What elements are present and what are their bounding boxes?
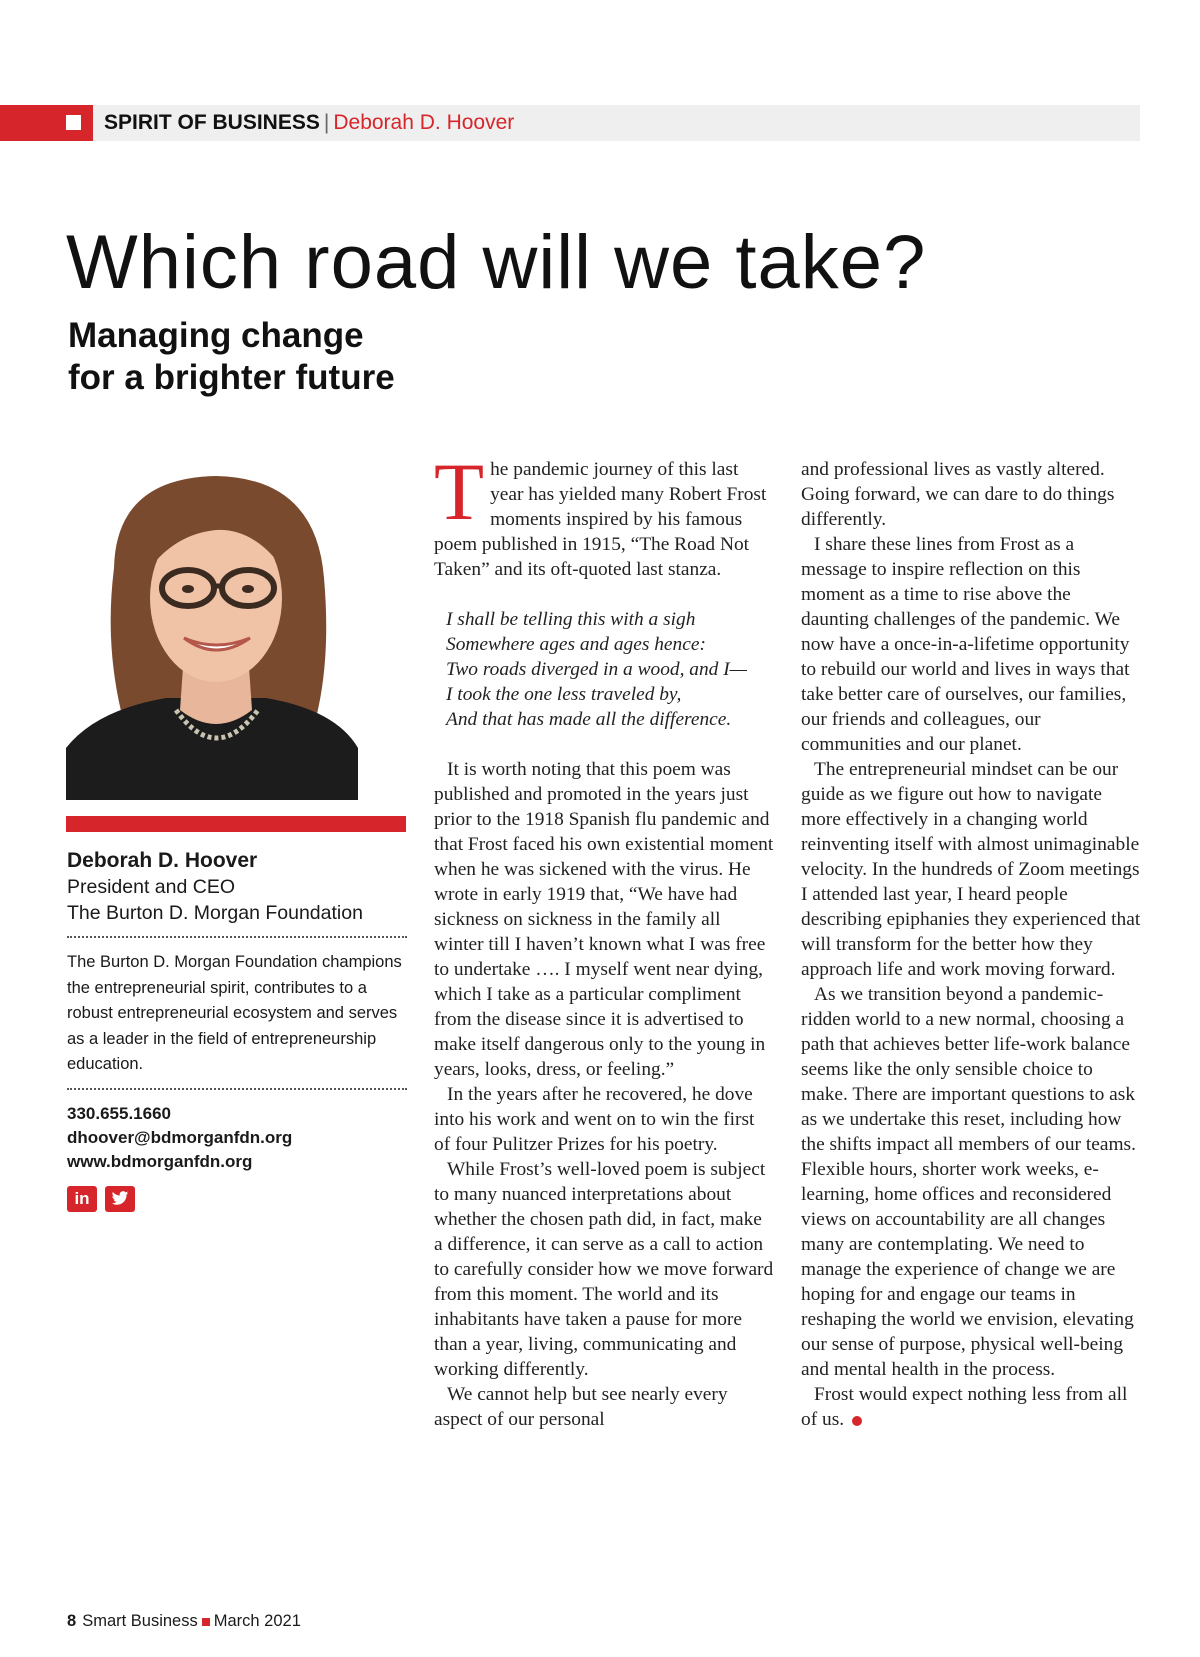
body-paragraph: I share these lines from Frost as a message to inspire reflection on this moment as a time to rise above the daunting challenges of the pandemic. We now have a once-in-a-lifetime opportunity to rebuild our world and lives in ways that take better care of ourselves, our families, our friends and colleagues, our communities and our planet. <box>801 534 1130 755</box>
author-info <box>67 848 412 1212</box>
publication-name: Smart Business <box>82 1612 198 1630</box>
article-subtitle <box>68 315 588 399</box>
article-column-2 <box>801 457 1141 1432</box>
issue-date: March 2021 <box>213 1612 301 1630</box>
poem-line: And that has made all the difference. <box>446 709 732 730</box>
end-mark-icon <box>852 1416 862 1426</box>
body-paragraph: While Frost’s well-loved poem is subject to many nuanced interpretations about whether the chosen path did, in fact, make a difference, it can serve as a call to action to carefully consider how we move forward from this moment. The world and its inhabitants have taken a pause for more than a year, living, communicating and working differently. <box>434 1159 774 1380</box>
poem-line: Somewhere ages and ages hence: <box>446 634 706 655</box>
author-portrait-illustration <box>66 448 358 800</box>
subtitle-line-1: Managing change <box>68 316 364 355</box>
article-column-1 <box>434 446 774 1432</box>
section-header <box>104 110 514 136</box>
poem-line: I took the one less traveled by, <box>446 684 682 705</box>
subtitle-line-2: for a brighter future <box>68 358 395 397</box>
header-author: Deborah D. Hoover <box>333 111 515 134</box>
author-role: President and CEO <box>67 876 236 898</box>
author-red-bar <box>66 816 406 832</box>
poem-line: I shall be telling this with a sigh <box>446 609 696 630</box>
body-paragraph: It is worth noting that this poem was published and promoted in the years just prior to the 1918 Spanish flu pandemic and that Frost faced his own existential moment when he was sickened with the virus. He wrote in early 1919 that, “We have had sickness on sickness in the family all winter till I haven’t known what I was free to undertake …. I myself went near dying, which I take as a particular compliment from the disease since it is advertised to make itself dangerous only to the young in years, looks, dress, or feeling.” <box>434 759 774 1080</box>
section-name: SPIRIT OF BUSINESS <box>104 111 320 134</box>
intro-paragraph <box>434 446 774 582</box>
body-paragraph: We cannot help but see nearly every aspect of our personal <box>434 1384 728 1430</box>
twitter-bird-icon <box>111 1191 129 1206</box>
contact-phone[interactable]: 330.655.1660 <box>67 1103 171 1123</box>
header-separator: | <box>323 111 330 134</box>
author-photo <box>66 448 358 800</box>
header-square-icon <box>66 115 81 130</box>
drop-cap: T <box>434 446 485 537</box>
linkedin-icon[interactable]: in <box>67 1186 97 1212</box>
page-footer <box>67 1611 301 1631</box>
author-organization: The Burton D. Morgan Foundation <box>67 902 363 924</box>
foundation-description: The Burton D. Morgan Foundation champions the entrepreneurial spirit, contributes to a robust entrepreneurial ecosystem and serves as a leader in the field of entrepreneurship education. <box>67 953 402 1073</box>
body-paragraph: In the years after he recovered, he dove into his work and went on to win the first of four Pulitzer Prizes for his poetry. <box>434 1084 755 1155</box>
contact-website[interactable]: www.bdmorganfdn.org <box>67 1151 253 1171</box>
closing-paragraph <box>801 1382 1141 1432</box>
author-name: Deborah D. Hoover <box>67 849 258 872</box>
page-number: 8 <box>67 1612 77 1630</box>
body-paragraph: The entrepreneurial mindset can be our guide as we figure out how to navigate more effectively in a changing world reinventing itself with almost unimaginable velocity. In the hundreds of Zoom meetings I attended last year, I heard people describing epiphanies they experienced that will transform for the better how they approach life and work moving forward. <box>801 759 1141 980</box>
twitter-icon[interactable] <box>105 1186 135 1212</box>
body-paragraph-continued: and professional lives as vastly altered. Going forward, we can dare to do things differently. <box>801 459 1115 530</box>
body-paragraph: As we transition beyond a pandemic-ridden world to a new normal, choosing a path that achieves better life-work balance seems like the only sensible choice to make. There are important questions to ask as we undertake this reset, including how the shifts impact all members of our teams. Flexible hours, shorter work weeks, e-learning, home offices and reconsidered views on accountability are all changes many are contemplating. We need to manage the experience of change we are hoping for and engage our teams in reshaping the world we envision, elevating our sense of purpose, physical well-being and mental health in the process. <box>801 984 1136 1380</box>
closing-text: Frost would expect nothing less from all of us. <box>801 1384 1128 1430</box>
poem-stanza <box>434 607 774 732</box>
dotted-divider <box>67 1088 407 1090</box>
dotted-divider <box>67 936 407 938</box>
social-links <box>67 1186 412 1212</box>
intro-text: he pandemic journey of this last year has yielded many Robert Frost moments inspired by his famous poem published in 1915, “The Road Not Taken” and its oft-quoted last stanza. <box>434 459 767 580</box>
poem-line: Two roads diverged in a wood, and I— <box>446 659 747 680</box>
contact-email[interactable]: dhoover@bdmorganfdn.org <box>67 1127 293 1147</box>
footer-square-icon <box>202 1618 210 1626</box>
article-title: Which road will we take? <box>66 220 927 305</box>
